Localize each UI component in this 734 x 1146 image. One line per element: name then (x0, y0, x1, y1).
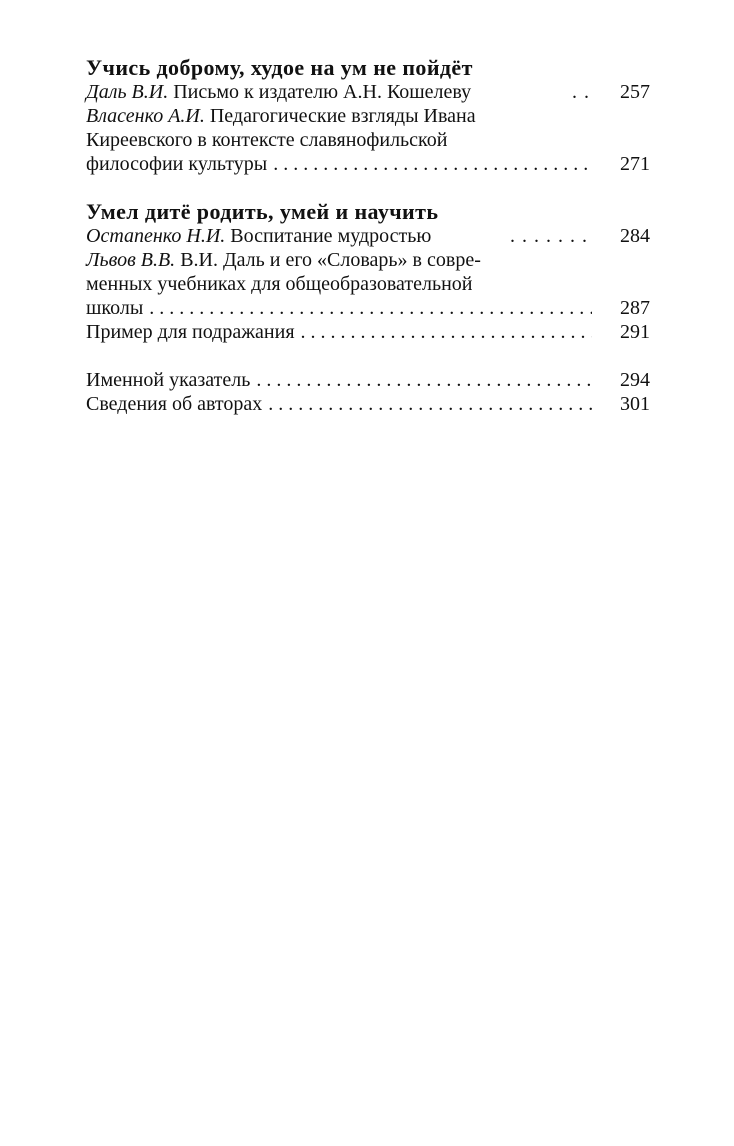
entry-line (86, 296, 650, 320)
section-title: Умел дитё родить, умей и научить (86, 199, 439, 224)
toc-section (86, 56, 650, 176)
entry-leader: . . . . . . . (510, 225, 588, 247)
toc-section (86, 200, 650, 344)
entry-page: 287 (620, 297, 650, 319)
entry-title: В.И. Даль и его «Словарь» в совре- (180, 249, 481, 271)
entry-author: Львов В.В. (86, 249, 176, 271)
entry-page: 301 (620, 393, 650, 415)
dot-leader (256, 368, 592, 392)
entry-title-continued: философии культуры (86, 153, 268, 175)
entry-title: Педагогические взгляды Ивана (209, 105, 476, 127)
entry-line (86, 392, 650, 416)
entry-author: Даль В.И. (86, 81, 169, 103)
toc-entry[interactable] (86, 392, 650, 416)
entry-title-continued: менных учебниках для общеобразовательной (86, 273, 473, 295)
entry-title-continued: Киреевского в контексте славянофильской (86, 129, 448, 151)
entry-line (86, 224, 650, 248)
entry-text (86, 224, 431, 248)
entry-text (86, 104, 476, 128)
dot-leader (149, 296, 592, 320)
entry-line (86, 248, 650, 272)
entry-page: 257 (620, 81, 650, 103)
entry-line (86, 128, 650, 152)
dot-leader (268, 392, 592, 416)
entry-title: Пример для подражания (86, 321, 295, 343)
entry-title: Именной указатель (86, 369, 251, 391)
entry-title: Письмо к издателю А.Н. Кошелеву (173, 81, 472, 103)
entry-line (86, 104, 650, 128)
toc-entry[interactable] (86, 80, 650, 104)
entry-line (86, 368, 650, 392)
toc-entry[interactable] (86, 248, 650, 320)
dot-leader (273, 152, 592, 176)
table-of-contents (86, 56, 650, 440)
entry-text (86, 248, 481, 272)
entry-page: 271 (620, 153, 650, 175)
entry-line (86, 152, 650, 176)
entry-line (86, 80, 650, 104)
dot-leader (301, 320, 592, 344)
toc-entry[interactable] (86, 104, 650, 176)
entry-title: Сведения об авторах (86, 393, 263, 415)
entry-line (86, 320, 650, 344)
toc-entry[interactable] (86, 320, 650, 344)
entry-page: 284 (620, 225, 650, 247)
entry-author: Власенко А.И. (86, 105, 205, 127)
entry-title-continued: школы (86, 297, 144, 319)
entry-text (86, 80, 471, 104)
toc-entry[interactable] (86, 224, 650, 248)
entry-leader: . . (572, 81, 590, 103)
entry-author: Остапенко Н.И. (86, 225, 226, 247)
toc-extras (86, 368, 650, 416)
toc-entry[interactable] (86, 368, 650, 392)
entry-title: Воспитание мудростью (230, 225, 432, 247)
entry-page: 294 (620, 369, 650, 391)
entry-page: 291 (620, 321, 650, 343)
section-title: Учись доброму, худое на ум не пойдёт (86, 55, 473, 80)
entry-line (86, 272, 650, 296)
